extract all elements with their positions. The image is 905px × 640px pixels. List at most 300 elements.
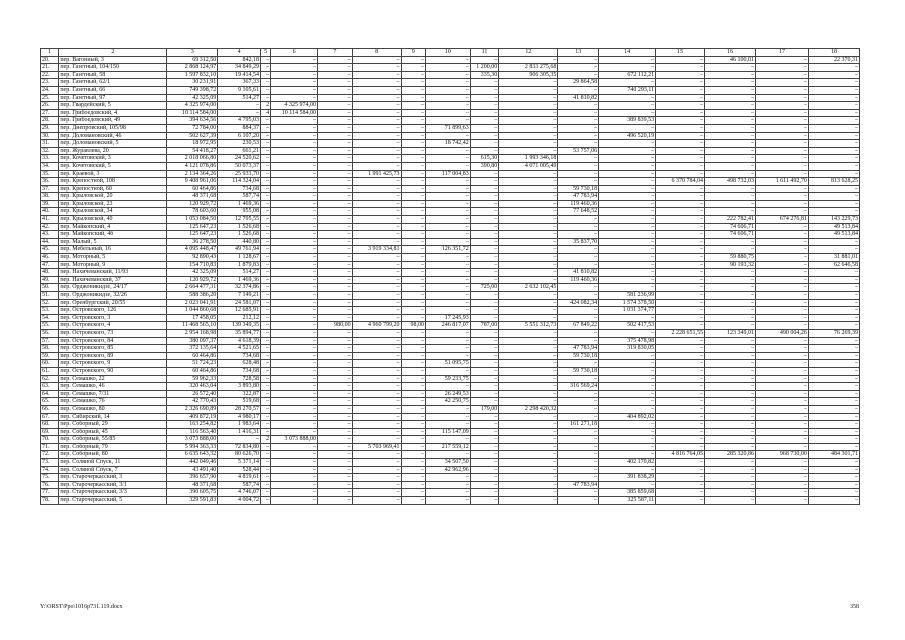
value-cell: – (656, 398, 705, 406)
value-cell: – (271, 185, 318, 193)
value-cell: – (352, 193, 401, 201)
address-cell: пер. Моторный, 9 (59, 261, 167, 269)
value-cell: – (558, 375, 599, 383)
value-cell: 19 414,54 (218, 71, 261, 79)
value-cell: 72 834,80 (218, 443, 261, 451)
value-cell: – (656, 200, 705, 208)
value-cell: – (271, 443, 318, 451)
value-cell: – (271, 405, 318, 413)
column-header: 10 (425, 49, 470, 57)
value-cell: 36 278,50 (167, 238, 218, 246)
value-cell: – (558, 155, 599, 163)
value-cell: – (656, 185, 705, 193)
value-cell: – (599, 451, 656, 459)
value-cell: 3 919 334,81 (352, 246, 401, 254)
value-cell: 1 526,68 (218, 231, 261, 239)
value-cell: – (808, 497, 859, 505)
value-cell: – (271, 269, 318, 277)
value-cell: – (352, 162, 401, 170)
value-cell: 955,08 (218, 208, 261, 216)
value-cell: – (271, 155, 318, 163)
value-cell: – (656, 162, 705, 170)
value-cell: 222 782,41 (705, 216, 756, 224)
value-cell: – (808, 428, 859, 436)
footer-file-path: Y:\ORST\Ppo\1016p731.119.docx (40, 604, 123, 610)
value-cell: – (470, 375, 499, 383)
value-cell: – (261, 459, 271, 467)
value-cell: – (755, 94, 808, 102)
address-cell: пер. Вагонный, 3 (59, 56, 167, 64)
value-cell: – (599, 147, 656, 155)
value-cell: – (558, 451, 599, 459)
value-cell: – (656, 337, 705, 345)
value-cell: – (656, 459, 705, 467)
value-cell: – (261, 132, 271, 140)
value-cell: – (499, 102, 558, 110)
value-cell: – (705, 71, 756, 79)
value-cell: – (755, 208, 808, 216)
value-cell: – (425, 64, 470, 72)
value-cell: – (599, 64, 656, 72)
value-cell: – (271, 178, 318, 186)
value-cell: 1 983,64 (218, 421, 261, 429)
value-cell: 409 872,19 (167, 413, 218, 421)
address-cell: пер. Мебельный, 16 (59, 246, 167, 254)
value-cell: – (425, 352, 470, 360)
address-cell: пер. Крыловской, 40 (59, 216, 167, 224)
table-row (41, 459, 860, 467)
value-cell: – (755, 307, 808, 315)
value-cell: – (499, 56, 558, 64)
value-cell: – (352, 269, 401, 277)
value-cell: – (352, 383, 401, 391)
value-cell: 375 478,98 (599, 337, 656, 345)
value-cell: – (599, 390, 656, 398)
value-cell: – (318, 269, 353, 277)
value-cell: – (470, 56, 499, 64)
value-cell: – (705, 117, 756, 125)
value-cell: 69 312,50 (167, 56, 218, 64)
value-cell: – (499, 140, 558, 148)
value-cell: – (470, 140, 499, 148)
value-cell: – (599, 223, 656, 231)
value-cell: – (401, 481, 425, 489)
value-cell: – (808, 474, 859, 482)
value-cell: 47 783,94 (558, 481, 599, 489)
value-cell: – (470, 124, 499, 132)
value-cell: – (271, 223, 318, 231)
value-cell: 98,00 (401, 322, 425, 330)
value-cell: – (261, 413, 271, 421)
value-cell: – (318, 352, 353, 360)
value-cell: – (425, 367, 470, 375)
value-cell: – (352, 474, 401, 482)
value-cell: 514,27 (218, 269, 261, 277)
row-number-cell: 26. (41, 102, 59, 110)
value-cell: 385 859,68 (599, 489, 656, 497)
value-cell: – (470, 413, 499, 421)
value-cell: – (401, 451, 425, 459)
value-cell: 3 073 888,00 (271, 436, 318, 444)
value-cell: – (599, 383, 656, 391)
value-cell: – (558, 86, 599, 94)
value-cell: 628,48 (218, 360, 261, 368)
value-cell: – (352, 428, 401, 436)
value-cell: 230,53 (218, 140, 261, 148)
table-row (41, 109, 860, 117)
value-cell: – (499, 451, 558, 459)
table-row (41, 390, 860, 398)
value-cell: 587,74 (218, 193, 261, 201)
row-number-cell: 33. (41, 155, 59, 163)
value-cell: – (425, 329, 470, 337)
value-cell: 10 114 584,00 (271, 109, 318, 117)
value-cell: 59 730,18 (558, 367, 599, 375)
table-row (41, 314, 860, 322)
value-cell: – (808, 284, 859, 292)
value-cell: 24 581,07 (218, 299, 261, 307)
value-cell: – (352, 155, 401, 163)
value-cell: 496 520,19 (599, 132, 656, 140)
value-cell: – (425, 292, 470, 300)
value-cell: – (499, 109, 558, 117)
value-cell: – (352, 124, 401, 132)
value-cell: – (352, 436, 401, 444)
value-cell: 119 460,36 (558, 200, 599, 208)
table-row (41, 443, 860, 451)
value-cell: 498 732,03 (705, 178, 756, 186)
value-cell: – (656, 254, 705, 262)
value-cell: – (656, 345, 705, 353)
table-row (41, 421, 860, 429)
value-cell: – (271, 451, 318, 459)
value-cell: – (755, 405, 808, 413)
value-cell: 5 371,14 (218, 459, 261, 467)
table-row (41, 299, 860, 307)
value-cell: – (318, 261, 353, 269)
value-cell: – (755, 132, 808, 140)
value-cell: – (352, 117, 401, 125)
column-header: 7 (318, 49, 353, 57)
value-cell: – (705, 162, 756, 170)
value-cell: 484 301,71 (808, 451, 859, 459)
value-cell: – (705, 390, 756, 398)
value-cell: 4 (261, 109, 271, 117)
value-cell: – (425, 238, 470, 246)
value-cell: – (318, 390, 353, 398)
value-cell: – (401, 261, 425, 269)
value-cell: 50 073,37 (218, 162, 261, 170)
address-cell: пер. Малый, 5 (59, 238, 167, 246)
value-cell: – (261, 337, 271, 345)
value-cell: – (401, 307, 425, 315)
value-cell: – (352, 451, 401, 459)
value-cell: – (318, 383, 353, 391)
value-cell: – (318, 307, 353, 315)
value-cell: – (401, 147, 425, 155)
value-cell: – (271, 79, 318, 87)
value-cell: 728,58 (218, 375, 261, 383)
value-cell: – (705, 64, 756, 72)
value-cell: – (470, 299, 499, 307)
value-cell: – (425, 276, 470, 284)
value-cell: – (352, 375, 401, 383)
value-cell: – (318, 398, 353, 406)
value-cell: – (499, 352, 558, 360)
value-cell: – (558, 497, 599, 505)
value-cell: – (352, 185, 401, 193)
value-cell: – (656, 421, 705, 429)
value-cell: – (470, 200, 499, 208)
value-cell: – (599, 398, 656, 406)
column-header: 5 (261, 49, 271, 57)
value-cell: – (318, 276, 353, 284)
value-cell: – (470, 481, 499, 489)
value-cell: – (470, 86, 499, 94)
column-header: 2 (59, 49, 167, 57)
value-cell: 588 386,20 (167, 292, 218, 300)
value-cell: 2 023 041,91 (167, 299, 218, 307)
value-cell: – (470, 109, 499, 117)
value-cell: 161 271,18 (558, 421, 599, 429)
value-cell: – (499, 367, 558, 375)
value-cell: – (599, 109, 656, 117)
value-cell: – (261, 474, 271, 482)
value-cell: – (261, 238, 271, 246)
value-cell: – (318, 375, 353, 383)
value-cell: – (318, 94, 353, 102)
value-cell: – (656, 307, 705, 315)
value-cell: – (470, 428, 499, 436)
column-header: 4 (218, 49, 261, 57)
value-cell: – (755, 246, 808, 254)
value-cell: – (318, 314, 353, 322)
value-cell: 4 819,61 (218, 474, 261, 482)
table-row (41, 140, 860, 148)
value-cell: – (470, 238, 499, 246)
address-cell: пер. Грибоедовский, 49 (59, 117, 167, 125)
value-cell: 49 513,84 (808, 223, 859, 231)
value-cell: – (261, 284, 271, 292)
value-cell: 1 128,67 (218, 254, 261, 262)
table-row (41, 254, 860, 262)
row-number-cell: 75. (41, 474, 59, 482)
value-cell: 514,27 (218, 94, 261, 102)
value-cell: – (755, 86, 808, 94)
value-cell: – (271, 132, 318, 140)
value-cell: 1 597 832,10 (167, 71, 218, 79)
value-cell: – (352, 94, 401, 102)
value-cell: – (261, 428, 271, 436)
value-cell: 12 795,55 (218, 216, 261, 224)
value-cell: – (318, 299, 353, 307)
value-cell: – (401, 231, 425, 239)
value-cell: – (656, 436, 705, 444)
value-cell: – (599, 428, 656, 436)
value-cell: – (470, 367, 499, 375)
row-number-cell: 51. (41, 292, 59, 300)
address-cell: пер. Островского, 90 (59, 367, 167, 375)
value-cell: – (808, 155, 859, 163)
value-cell: – (499, 223, 558, 231)
value-cell: – (808, 208, 859, 216)
table-row (41, 322, 860, 330)
value-cell: – (558, 307, 599, 315)
value-cell: 1 879,83 (218, 261, 261, 269)
value-cell: – (425, 162, 470, 170)
value-cell: – (352, 398, 401, 406)
value-cell: – (808, 459, 859, 467)
value-cell: 59 880,75 (705, 254, 756, 262)
value-cell: – (499, 383, 558, 391)
value-cell: – (352, 390, 401, 398)
value-cell: 120 929,72 (167, 200, 218, 208)
value-cell: – (261, 352, 271, 360)
value-cell: 813 628,25 (808, 178, 859, 186)
value-cell: – (352, 102, 401, 110)
table-row (41, 451, 860, 459)
value-cell: – (470, 170, 499, 178)
value-cell: – (656, 193, 705, 201)
column-header: 3 (167, 49, 218, 57)
value-cell: – (705, 79, 756, 87)
address-cell: пер. Соборный, 29 (59, 421, 167, 429)
value-cell: – (271, 352, 318, 360)
value-cell: – (318, 185, 353, 193)
value-cell: – (499, 337, 558, 345)
value-cell: – (352, 71, 401, 79)
value-cell: – (755, 436, 808, 444)
value-cell: – (425, 383, 470, 391)
value-cell: – (656, 170, 705, 178)
value-cell: 394 634,56 (167, 117, 218, 125)
value-cell: – (705, 102, 756, 110)
value-cell: 18 972,95 (167, 140, 218, 148)
row-number-cell: 36. (41, 178, 59, 186)
value-cell: 76 269,39 (808, 329, 859, 337)
value-cell: – (425, 413, 470, 421)
value-cell: – (656, 443, 705, 451)
value-cell: – (558, 109, 599, 117)
value-cell: – (705, 276, 756, 284)
value-cell: – (599, 193, 656, 201)
value-cell: – (755, 200, 808, 208)
value-cell: – (808, 170, 859, 178)
value-cell: – (218, 102, 261, 110)
value-cell: – (470, 474, 499, 482)
value-cell: – (470, 193, 499, 201)
value-cell: – (271, 307, 318, 315)
value-cell: – (261, 223, 271, 231)
value-cell: – (808, 193, 859, 201)
value-cell: 319 830,05 (599, 345, 656, 353)
value-cell: – (352, 489, 401, 497)
value-cell: – (808, 109, 859, 117)
address-cell: пер. Соляной Спуск, 7 (59, 466, 167, 474)
value-cell: – (318, 292, 353, 300)
value-cell: 217 559,12 (425, 443, 470, 451)
value-cell: 1 031 374,77 (599, 307, 656, 315)
value-cell: – (401, 474, 425, 482)
value-cell: – (271, 117, 318, 125)
address-cell: пер. Гвардейский, 5 (59, 102, 167, 110)
row-number-cell: 24. (41, 86, 59, 94)
address-cell: пер. Семашко, 80 (59, 405, 167, 413)
value-cell: – (352, 56, 401, 64)
table-row (41, 56, 860, 64)
value-cell: – (470, 466, 499, 474)
address-cell: пер. Оренбургский, 20/55 (59, 299, 167, 307)
value-cell: – (271, 231, 318, 239)
value-cell: 4 325 974,00 (271, 102, 318, 110)
value-cell: – (705, 86, 756, 94)
data-table (40, 48, 860, 505)
value-cell: – (425, 436, 470, 444)
value-cell: 4 816 764,05 (656, 451, 705, 459)
value-cell: – (808, 147, 859, 155)
value-cell: – (755, 322, 808, 330)
value-cell: 4 004,72 (218, 497, 261, 505)
value-cell: – (656, 497, 705, 505)
value-cell: – (271, 329, 318, 337)
value-cell: – (401, 489, 425, 497)
address-cell: пер. Старочеркасский, 3 (59, 474, 167, 482)
value-cell: – (499, 345, 558, 353)
value-cell: – (470, 117, 499, 125)
value-cell: – (599, 466, 656, 474)
value-cell: – (755, 390, 808, 398)
table-row (41, 178, 860, 186)
address-cell: пер. Нахичеванский, 11/93 (59, 269, 167, 277)
table-row (41, 360, 860, 368)
row-number-cell: 31. (41, 140, 59, 148)
table-row (41, 124, 860, 132)
value-cell: – (599, 94, 656, 102)
value-cell: – (352, 238, 401, 246)
value-cell: – (470, 383, 499, 391)
value-cell: – (499, 79, 558, 87)
table-row (41, 147, 860, 155)
row-number-cell: 42. (41, 223, 59, 231)
value-cell: – (318, 360, 353, 368)
table-row (41, 170, 860, 178)
value-cell: – (705, 307, 756, 315)
value-cell: 49 513,84 (808, 231, 859, 239)
value-cell: – (558, 223, 599, 231)
value-cell: 2 134 364,26 (167, 170, 218, 178)
value-cell: – (558, 124, 599, 132)
value-cell: – (401, 360, 425, 368)
row-number-cell: 58. (41, 345, 59, 353)
value-cell: 2 868 124,97 (167, 64, 218, 72)
value-cell: – (705, 132, 756, 140)
value-cell: – (318, 474, 353, 482)
address-cell: пер. Газетный, 62/1 (59, 79, 167, 87)
value-cell: – (425, 261, 470, 269)
value-cell: – (318, 254, 353, 262)
column-header: 11 (470, 49, 499, 57)
value-cell: – (271, 383, 318, 391)
address-cell: пер. Газетный, 104/150 (59, 64, 167, 72)
value-cell: – (261, 322, 271, 330)
value-cell: – (656, 292, 705, 300)
value-cell: – (425, 193, 470, 201)
value-cell: – (705, 284, 756, 292)
value-cell: 2 664 477,31 (167, 284, 218, 292)
value-cell: – (656, 299, 705, 307)
value-cell: – (425, 451, 470, 459)
value-cell: – (705, 481, 756, 489)
